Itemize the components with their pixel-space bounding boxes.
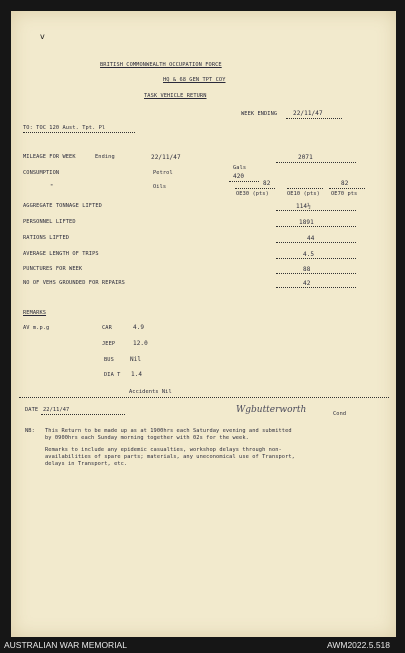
- rations-label: RATIONS LIFTED: [23, 235, 70, 241]
- grounded-label: NO OF VEHS GROUNDED FOR REPAIRS: [23, 280, 125, 286]
- punctures-value: 88: [303, 266, 311, 273]
- document-page: [11, 11, 396, 637]
- consumption-label: CONSUMPTION: [23, 170, 60, 176]
- remarks-row-value: Nil: [130, 356, 142, 363]
- personnel-label: PERSONNEL LIFTED: [23, 219, 76, 225]
- oil-3-unit: OE70 pts: [331, 191, 358, 197]
- note-line: Remarks to include any epidemic casualties, workshop delays through non-: [45, 447, 282, 453]
- remarks-row-name: DIA T: [104, 372, 121, 378]
- to-line: TO: TOC 120 Aust. Tpt. Pl: [23, 125, 106, 131]
- oil-3-value: 82: [341, 180, 349, 187]
- remarks-row-value: 12.0: [133, 340, 148, 347]
- rations-value: 44: [307, 235, 315, 242]
- mileage-value: 2071: [298, 154, 313, 161]
- ending-value: 22/11/47: [151, 154, 181, 161]
- gals-value: 420: [233, 173, 245, 180]
- accidents-note: Accidents Nil: [129, 389, 172, 395]
- tonnage-label: AGGREGATE TONNAGE LIFTED: [23, 203, 102, 209]
- date-label: DATE: [25, 407, 39, 413]
- remarks-row-name: CAR: [102, 325, 112, 331]
- note-line: delays in Transport, etc.: [45, 461, 128, 467]
- org-heading: BRITISH COMMONWEALTH OCCUPATION FORCE: [100, 62, 222, 68]
- footer-institution: AUSTRALIAN WAR MEMORIAL: [4, 640, 127, 650]
- gals-label: Gals: [233, 165, 247, 171]
- remarks-row-name: BUS: [104, 357, 114, 363]
- oil-2-unit: OE10 (pts): [287, 191, 320, 197]
- personnel-value: 1891: [299, 219, 314, 226]
- oil-1-value: 82: [263, 180, 271, 187]
- date-value: 22/11/47: [43, 407, 70, 413]
- oils-ditto-mark: ": [50, 184, 54, 190]
- grounded-value: 42: [303, 280, 311, 287]
- petrol-label: Petrol: [153, 170, 173, 176]
- tonnage-value: 114½: [296, 203, 311, 210]
- mileage-label: MILEAGE FOR WEEK: [23, 154, 76, 160]
- trips-value: 4.5: [303, 251, 315, 258]
- remarks-row-name: JEEP: [102, 341, 116, 347]
- week-ending-value: 22/11/47: [293, 110, 323, 117]
- archive-footer: [0, 637, 405, 653]
- trips-label: AVERAGE LENGTH OF TRIPS: [23, 251, 99, 257]
- return-title: TASK VEHICLE RETURN: [144, 93, 207, 99]
- punctures-label: PUNCTURES FOR WEEK: [23, 266, 83, 272]
- note-line: availabilities of spare parts; materials, any uneconomical use of Transport,: [45, 454, 295, 460]
- mpg-label: AV m.p.g: [23, 325, 50, 331]
- signature: Wgbutterworth: [236, 405, 307, 415]
- ending-label: Ending: [95, 154, 115, 160]
- note-line: This Return to be made up as at 1900hrs each Saturday evening and submitted: [45, 428, 292, 434]
- oil-1-unit: OE30 (pts): [236, 191, 269, 197]
- remarks-row-value: 1.4: [131, 371, 143, 378]
- week-ending-label: WEEK ENDING: [241, 111, 278, 117]
- nb-label: NB:: [25, 428, 35, 434]
- cond-label: Cond: [333, 411, 347, 417]
- remarks-label: REMARKS: [23, 310, 47, 316]
- oils-label: Oils: [153, 184, 167, 190]
- remarks-row-value: 4.9: [133, 324, 145, 331]
- unit-heading: HQ & 68 GEN TPT COY: [163, 77, 226, 83]
- note-line: by 0900hrs each Sunday morning together with 02s for the week.: [45, 435, 249, 441]
- footer-accession-number: AWM2022.5.518: [327, 640, 390, 650]
- handwritten-mark: v: [40, 32, 45, 41]
